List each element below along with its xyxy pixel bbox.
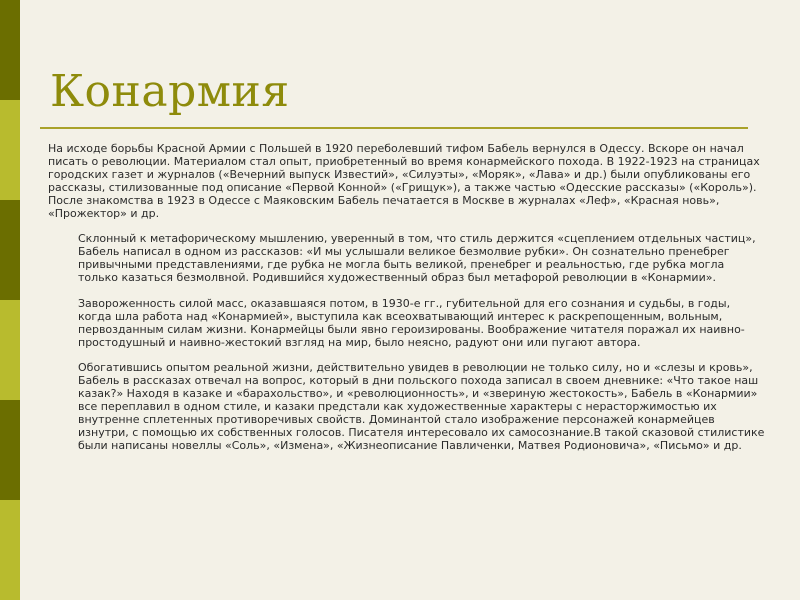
sidebar-stripe-light <box>0 100 20 200</box>
body-paragraph: Склонный к метафорическому мышлению, уверенный в том, что стиль держится «сцеплением отдельных частиц», Бабель написал в одном из рассказов: «И мы услышали великое безмолвие рубки». Он сознательно пренебрег привычными представлениями, где рубка не могла быть великой, пренебрег и реальностью, где рубка могла только казаться безмолвной. Родившийся художественный образ был метафорой революции в «Конармии». <box>78 232 756 285</box>
sidebar-stripe-dark <box>0 0 20 100</box>
sidebar-stripe-dark <box>0 400 20 500</box>
sidebar-stripe-dark <box>0 200 20 300</box>
body-paragraph: На исходе борьбы Красной Армии с Польшей в 1920 переболевший тифом Бабель вернулся в Одессу. Вскоре он начал писать о революции. Материалом стал опыт, приобретенный во время конармейского похода. В 1922-1923 на страницах городских газет и журналов («Вечерний выпуск Известий», «Силуэты», «Моряк», «Лава» и др.) были опубликованы его рассказы, стилизованные под описание «Первой Конной» («Грищук»), а также частью «Одесские рассказы» («Король»). После знакомства в 1923 в Одессе с Маяковским Бабель печатается в Москве в журналах «Леф», «Красная новь», «Прожектор» и др. <box>48 142 760 220</box>
sidebar-stripe-light <box>0 500 20 600</box>
title-divider <box>40 127 748 129</box>
slide-title: Конармия <box>50 66 290 117</box>
sidebar-stripe-light <box>0 300 20 400</box>
body-paragraph: Завороженность силой масс, оказавшаяся потом, в 1930-е гг., губительной для его сознания и судьбы, в годы, когда шла работа над «Конармией», выступила как всеохватывающий интерес к раскрепощенным, вольным, первозданным силам жизни. Конармейцы были явно героизированы. Воображение читателя поражал их наивно-простодушный и наивно-жестокий взгляд на мир, было неясно, радуют они или пугают автора. <box>78 296 745 349</box>
slide-body <box>48 143 766 466</box>
sidebar-decoration <box>0 0 20 600</box>
body-paragraph: Обогатившись опытом реальной жизни, действительно увидев в революции не только силу, но и «слезы и кровь», Бабель в рассказах отвечал на вопрос, который в дни польского похода записал в своем дневнике: «Что такое наш казак?» Находя в казаке и «барахольство», и «революционность», и «звериную жестокость», Бабель в «Конармии» все переплавил в одном стиле, и казаки предстали как художественные характеры с нерасторжимостью их внутренне сплетенных противоречивых свойств. Доминантой стало изображение персонажей конармейцев изнутри, с помощью их собственных голосов. Писателя интересовало их самосознание.В такой сказовой стилистике были написаны новеллы «Соль», «Измена», «Жизнеописание Павличенки, Матвея Родионовича», «Письмо» и др. <box>78 361 765 452</box>
